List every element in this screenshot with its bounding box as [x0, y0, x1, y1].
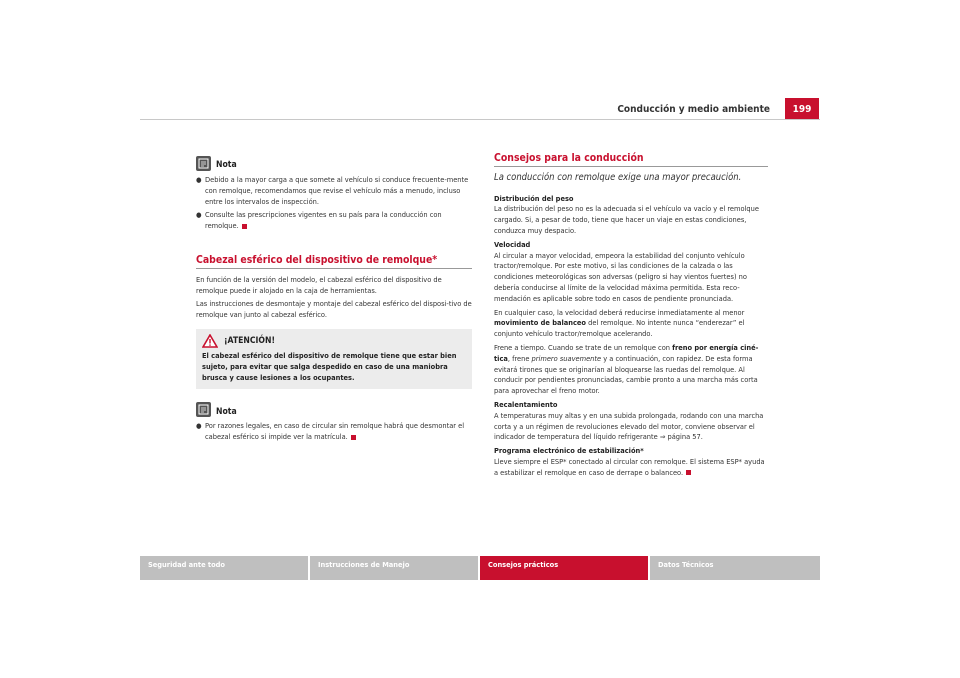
subheading: Distribución del peso [494, 193, 574, 203]
paragraph: Lleve siempre el ESP* conectado al circular con remolque. El sistema ESP* ayuda a estabilizar el remolque en caso de derrape o balanceo. [494, 456, 765, 477]
section-cabezal [196, 255, 472, 321]
subheading: Velocidad [494, 239, 531, 249]
warning-title: ¡ATENCIÓN! [224, 335, 275, 346]
warning-triangle-icon [202, 334, 218, 348]
paragraph: Las instrucciones de desmontaje y montaje del cabezal esférico del disposi-tivo de remolque van junto al cabezal esférico. [196, 299, 472, 320]
paragraph: En cualquier caso, la velocidad deberá reducirse inmediatamente al menor movimiento de balanceo del remolque. No intente nunca “enderezar” el conjunto vehículo tractor/remolque acelerando. [494, 307, 745, 339]
end-marker [351, 435, 356, 440]
section-title: Consejos para la conducción [494, 153, 768, 167]
paragraph: En función de la versión del modelo, el cabezal esférico del dispositivo de remolque puede ir alojado en la caja de herramientas. [196, 274, 442, 295]
paragraph: A temperaturas muy altas y en una subida prolongada, rodando con una marcha corta y a un régimen de revoluciones elevado del motor, conviene observar el indicador de temperatura del líquido refrigerante ⇒ página 57. [494, 410, 764, 442]
footer-tab-instrucciones[interactable]: Instrucciones de Manejo [310, 556, 478, 580]
footer-tab-datos[interactable]: Datos Técnicos [650, 556, 820, 580]
end-marker [686, 470, 691, 475]
note-bullet: ● Por razones legales, en caso de circular sin remolque habrá que desmontar el cabezal esférico si impide ver la matrícula. [196, 421, 465, 442]
header-divider [140, 119, 820, 120]
footer-tab-seguridad[interactable]: Seguridad ante todo [140, 556, 308, 580]
page-number: 199 [785, 98, 819, 120]
section-title: Cabezal esférico del dispositivo de remolque* [196, 255, 472, 269]
warning-box [196, 329, 472, 389]
warning-text: El cabezal esférico del dispositivo de remolque tiene que estar bien sujeto, para evitar que salga despedido en caso de una maniobra brusca y cause lesiones a los ocupantes. [202, 350, 457, 382]
note-header [196, 153, 472, 171]
right-column [494, 153, 768, 482]
note-icon [196, 402, 211, 417]
left-column [196, 153, 472, 446]
footer-tab-consejos[interactable]: Consejos prácticos [480, 556, 648, 580]
note-bullet: ● Consulte las prescripciones vigentes en su país para la conducción con remolque. [196, 210, 442, 231]
section-subtitle: La conducción con remolque exige una mayor precaución. [494, 171, 742, 183]
paragraph: Al circular a mayor velocidad, empeora la estabilidad del conjunto vehículo tractor/remolque. Por este motivo, si las condiciones de la calzada o las condiciones meteorológicas son adversas (peligro si hay vientos fuertes) no debería conducirse al límite de la velocidad máxima permitida. Esta reco-mendación es aplicable sobre todo en casos de pendiente pronunciada. [494, 250, 747, 303]
note-icon [196, 156, 211, 171]
note-label: Nota [216, 160, 237, 171]
chapter-title: Conducción y medio ambiente [617, 104, 770, 115]
subheading: Recalentamiento [494, 399, 558, 409]
note-bullet: ● Debido a la mayor carga a que somete al vehículo si conduce frecuente-mente con remolque, recomendamos que revise el vehículo más a menudo, incluso entre los intervalos de inspección. [196, 175, 469, 206]
subheading: Programa electrónico de estabilización* [494, 446, 644, 456]
paragraph: La distribución del peso no es la adecuada si el vehículo va vacío y el remolque cargado. Si, a pesar de todo, tiene que hacer un viaje en estas condiciones, conduzca muy despacio. [494, 204, 759, 235]
note-label: Nota [216, 406, 237, 417]
note-header [196, 399, 472, 417]
end-marker [242, 224, 247, 229]
paragraph: Frene a tiempo. Cuando se trate de un remolque con freno por energía ciné-tica, frene primero suavemente y a continuación, con rapidez. De esta forma evitará tirones que se originarían al bloquearse las ruedas del remolque. Al conducir por pendientes pronunciadas, cambie pronto a una marcha más corta para aprovechar el freno motor. [494, 342, 759, 396]
